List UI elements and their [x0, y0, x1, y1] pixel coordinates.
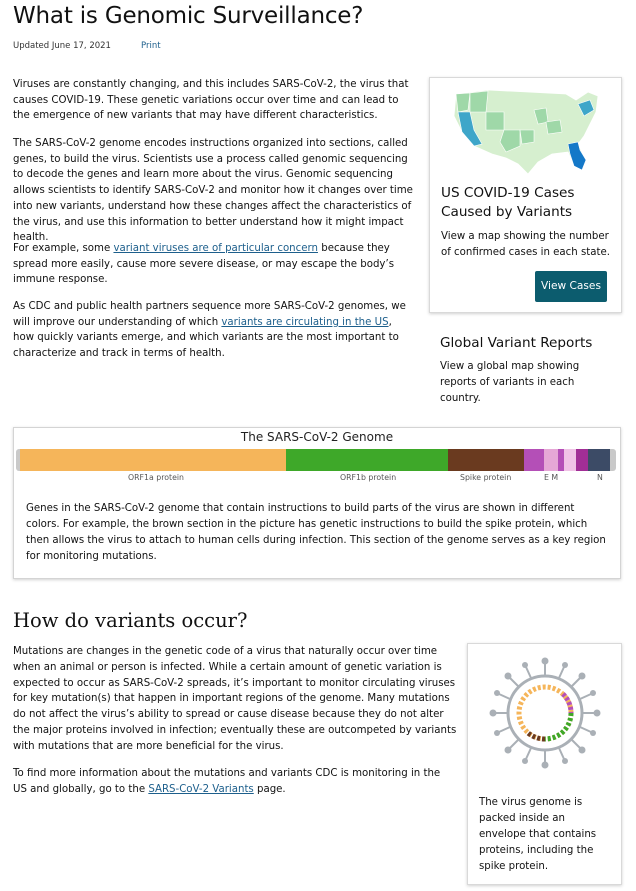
cases-card-title: US COVID-19 Cases Caused by Variants: [441, 185, 575, 220]
global-variant-reports-link[interactable]: Global Variant Reports: [440, 335, 593, 351]
print-link[interactable]: Print: [141, 41, 161, 51]
virus-icon: [486, 654, 604, 772]
variants-paragraph-1: Mutations are changes in the genetic code of a virus that naturally occur over time when an animal or person is infected. While a certain amount of genetic variation is expected to occur as SARS-CoV-2 spreads, it’s important to monitor circulating viruses for key mutation(s) that happen in important regions of the genome. Many mutations do not affect the virus’s ability to spread or cause disease because they do not alter the major proteins involved in infection; eventually these are outcompeted by variants with mutations that are more beneficial for the virus.: [13, 646, 457, 752]
genome-title: The SARS-CoV-2 Genome: [240, 430, 394, 444]
updated-date: Updated June 17, 2021: [13, 41, 111, 51]
virus-image-caption: The virus genome is packed inside an envelope that contains proteins, including the spike protein.: [479, 797, 597, 872]
orf1b-segment: [286, 449, 448, 471]
page-title: What is Genomic Surveillance?: [13, 3, 364, 29]
variant-concern-link[interactable]: variant viruses are of particular concern: [113, 243, 318, 254]
n-segment: [588, 449, 610, 471]
accessory-segment-1: [524, 449, 544, 471]
variants-paragraph-2: To find more information about the mutations and variants CDC is monitoring in the US and globally, go to the SARS-CoV-2 Variants page.: [13, 768, 441, 795]
accessory-segment-3: [576, 449, 588, 471]
intro-paragraph-1: Viruses are constantly changing, and this includes SARS-CoV-2, the virus that causes COVID-19. These genetic variations occur over time and can lead to the emergence of new variants that may have different characteristics.: [13, 79, 409, 122]
em-label: E M: [544, 473, 559, 482]
us-cases-card: [429, 77, 622, 313]
genome-caption: Genes in the SARS-CoV-2 genome that contain instructions to build parts of the virus are shown in different colors. For example, the brown section in the picture has genetic instructions to build the spike protein, which then allows the virus to attach to human cells during infection. This section of the genome serves as a key region for monitoring mutations.: [26, 503, 606, 562]
spike-label: Spike protein: [460, 473, 512, 482]
virus-image-card: [467, 643, 622, 885]
orf1a-segment: [20, 449, 286, 471]
spike-segment: [448, 449, 524, 471]
accessory-segment-2: [564, 449, 576, 471]
view-cases-button[interactable]: View Cases: [535, 271, 607, 302]
orf1b-label: ORF1b protein: [340, 473, 397, 482]
variants-heading: How do variants occur?: [13, 609, 248, 632]
cases-card-description: View a map showing the number of confirmed cases in each state.: [441, 231, 611, 258]
intro-paragraph-4: As CDC and public health partners sequence more SARS-CoV-2 genomes, we will improve our understanding of which variants are circulating in the US, how quickly variants emerge, and which variants are the most important to characterize and track in terms of health.: [13, 301, 406, 360]
global-variant-description: View a global map showing reports of variants in each country.: [440, 361, 580, 404]
intro-paragraph-3: For example, some variant viruses are of particular concern because they spread more easily, cause more severe disease, or may escape the body’s immune response.: [13, 243, 395, 286]
n-label: N: [597, 473, 603, 482]
us-map-icon[interactable]: [448, 82, 608, 180]
variants-circulating-link[interactable]: variants are circulating in the US: [221, 316, 389, 328]
intro-paragraph-2: The SARS-CoV-2 genome encodes instructions organized into sections, called genes, to build the virus. Scientists use a process called genomic sequencing to decode the genes and learn more about the virus. Genomic sequencing allows scientists to identify SARS-CoV-2 and monitor how it changes over time into new variants, understand how these changes affect the characteristics of the virus, and use this information to better understand how it might impact health.: [13, 138, 413, 244]
e-segment: [544, 449, 558, 471]
orf1a-label: ORF1a protein: [128, 473, 184, 482]
genome-figure: [13, 427, 621, 579]
sars-cov-2-variants-link[interactable]: SARS-CoV-2 Variants: [148, 783, 254, 795]
